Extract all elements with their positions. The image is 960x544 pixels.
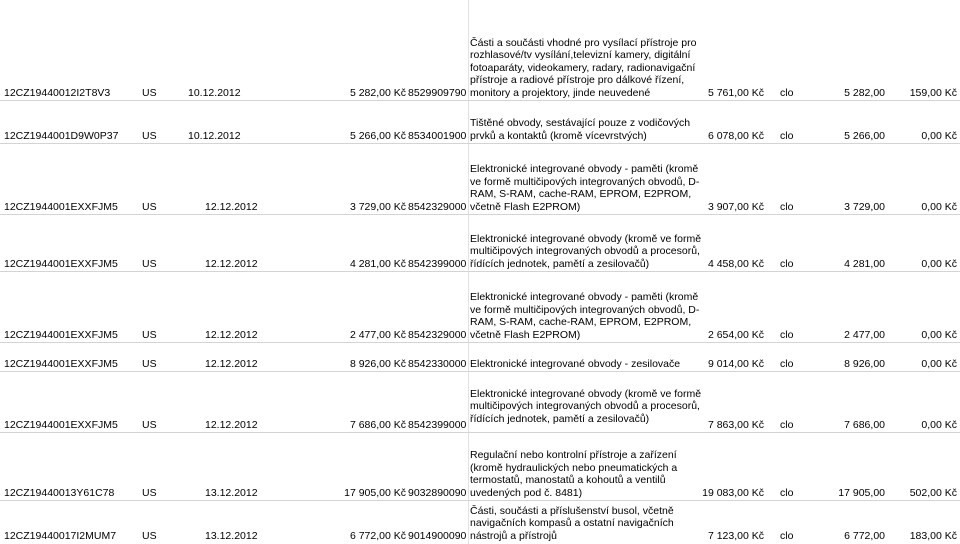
tariff-code: 8542329000: [408, 329, 467, 341]
duty-type: clo: [780, 487, 794, 499]
country-code: US: [142, 258, 157, 270]
duty-type: clo: [780, 530, 794, 542]
customs-value: 6 078,00 Kč: [707, 130, 764, 142]
declaration-date: 12.12.2012: [205, 258, 258, 270]
goods-description: Elektronické integrované obvody (kromě ve formě multičipových integrovaných obvodů a procesorů, řídících jednotek, pamětí a zesilovačů): [470, 232, 702, 270]
declaration-date: 12.12.2012: [205, 201, 258, 213]
tariff-code: 8542399000: [408, 258, 467, 270]
duty-type: clo: [780, 201, 794, 213]
customs-value: 7 863,00 Kč: [707, 419, 764, 431]
duty-amount: 0,00 Kč: [921, 419, 957, 431]
country-code: US: [142, 419, 157, 431]
declaration-date: 13.12.2012: [205, 530, 258, 542]
duty-type: clo: [780, 258, 794, 270]
duty-amount: 183,00 Kč: [909, 530, 957, 542]
goods-description: Elektronické integrované obvody - paměti (kromě ve formě multičipových integrovaných obvodů, D-RAM, S-RAM, cache-RAM, EPROM, E2PROM, včetně Flash E2PROM): [470, 291, 700, 341]
tariff-code: 8542399000: [408, 419, 467, 431]
invoice-amount: 7 686,00 Kč: [349, 419, 406, 431]
country-code: US: [142, 329, 157, 341]
duty-type: clo: [780, 419, 794, 431]
duty-base: 3 729,00: [844, 201, 885, 213]
duty-type: clo: [780, 358, 794, 370]
duty-amount: 0,00 Kč: [921, 201, 957, 213]
customs-value: 2 654,00 Kč: [707, 329, 764, 341]
declaration-id: 12CZ1944001EXXFJM5: [4, 358, 118, 370]
goods-description: Elektronické integrované obvody (kromě ve formě multičipových integrovaných obvodů a procesorů, řídících jednotek, pamětí a zesilovačů): [470, 387, 702, 425]
duty-type: clo: [780, 130, 794, 142]
declaration-date: 12.12.2012: [205, 419, 258, 431]
declaration-id: 12CZ19440012I2T8V3: [4, 87, 111, 99]
declaration-id: 12CZ1944001EXXFJM5: [4, 258, 118, 270]
table-row[interactable]: [0, 0, 960, 101]
duty-amount: 0,00 Kč: [921, 130, 957, 142]
tariff-code: 9014900090: [408, 530, 467, 542]
table-row[interactable]: [0, 215, 960, 272]
goods-description: Části a součásti vhodné pro vysílací přístroje pro rozhlasové/tv vysílání,televizní kamery, digitální fotoaparáty, videokamery, radary, radionavigační přístroje a radiové přístroje pro dálkové řízení, monitory a projektory, jinde neuvedené: [470, 36, 697, 99]
declaration-date: 10.12.2012: [188, 130, 241, 142]
country-code: US: [142, 87, 157, 99]
table-row[interactable]: [0, 343, 960, 372]
invoice-amount: 4 281,00 Kč: [349, 258, 406, 270]
customs-value: 19 083,00 Kč: [702, 487, 764, 499]
declaration-id: 12CZ1944001D9W0P37: [4, 130, 119, 142]
goods-description: Části, součásti a příslušenství busol, včetně navigačních kompasů a ostatní navigačních nástrojů a přístrojů: [470, 504, 674, 542]
customs-value: 7 123,00 Kč: [707, 530, 764, 542]
table-row[interactable]: [0, 144, 960, 215]
customs-value: 3 907,00 Kč: [707, 201, 764, 213]
invoice-amount: 8 926,00 Kč: [349, 358, 406, 370]
duty-base: 2 477,00: [844, 329, 885, 341]
duty-amount: 502,00 Kč: [909, 487, 957, 499]
invoice-amount: 5 266,00 Kč: [349, 130, 406, 142]
duty-amount: 0,00 Kč: [921, 358, 957, 370]
goods-description: Elektronické integrované obvody - paměti (kromě ve formě multičipových integrovaných obvodů, D-RAM, S-RAM, cache-RAM, EPROM, E2PROM, včetně Flash E2PROM): [470, 163, 700, 213]
invoice-amount: 17 905,00 Kč: [344, 487, 406, 499]
declaration-date: 13.12.2012: [205, 487, 258, 499]
duty-base: 7 686,00: [844, 419, 885, 431]
declaration-id: 12CZ19440017I2MUM7: [4, 530, 117, 542]
declaration-date: 12.12.2012: [205, 358, 258, 370]
duty-base: 5 266,00: [844, 130, 885, 142]
country-code: US: [142, 358, 157, 370]
customs-value: 4 458,00 Kč: [707, 258, 764, 270]
goods-description: Tištěné obvody, sestávající pouze z vodičových prvků a kontaktů (kromě vícevrstvých): [470, 117, 691, 142]
declaration-id: 12CZ1944001EXXFJM5: [4, 329, 118, 341]
country-code: US: [142, 201, 157, 213]
country-code: US: [142, 487, 157, 499]
table-row[interactable]: [0, 372, 960, 433]
duty-base: 8 926,00: [844, 358, 885, 370]
invoice-amount: 3 729,00 Kč: [349, 201, 406, 213]
declaration-id: 12CZ1944001EXXFJM5: [4, 419, 118, 431]
table-row[interactable]: [0, 272, 960, 343]
invoice-amount: 5 282,00 Kč: [349, 87, 406, 99]
tariff-code: 8534001900: [408, 130, 467, 142]
invoice-amount: 6 772,00 Kč: [349, 530, 406, 542]
declaration-date: 10.12.2012: [188, 87, 241, 99]
goods-description: Regulační nebo kontrolní přístroje a zařízení (kromě hydraulických nebo pneumatických a termostatů, manostatů a kohoutů a ventilů uvedených pod č. 8481): [470, 449, 678, 499]
goods-description: Elektronické integrované obvody - zesilovače: [470, 357, 681, 370]
customs-value: 5 761,00 Kč: [707, 87, 764, 99]
customs-value: 9 014,00 Kč: [707, 358, 764, 370]
table-row[interactable]: [0, 501, 960, 544]
country-code: US: [142, 530, 157, 542]
duty-base: 17 905,00: [838, 487, 885, 499]
tariff-code: 8542330000: [408, 358, 467, 370]
table-row[interactable]: [0, 101, 960, 144]
tariff-code: 9032890090: [408, 487, 467, 499]
duty-type: clo: [780, 87, 794, 99]
duty-amount: 159,00 Kč: [909, 87, 957, 99]
declaration-id: 12CZ19440013Y61C78: [4, 487, 115, 499]
table-row[interactable]: [0, 433, 960, 501]
duty-type: clo: [780, 329, 794, 341]
duty-base: 4 281,00: [844, 258, 885, 270]
declaration-id: 12CZ1944001EXXFJM5: [4, 201, 118, 213]
country-code: US: [142, 130, 157, 142]
invoice-amount: 2 477,00 Kč: [349, 329, 406, 341]
duty-amount: 0,00 Kč: [921, 329, 957, 341]
tariff-code: 8542329000: [408, 201, 467, 213]
tariff-code: 8529909790: [408, 87, 467, 99]
duty-base: 5 282,00: [844, 87, 885, 99]
declaration-date: 12.12.2012: [205, 329, 258, 341]
duty-amount: 0,00 Kč: [921, 258, 957, 270]
duty-base: 6 772,00: [844, 530, 885, 542]
